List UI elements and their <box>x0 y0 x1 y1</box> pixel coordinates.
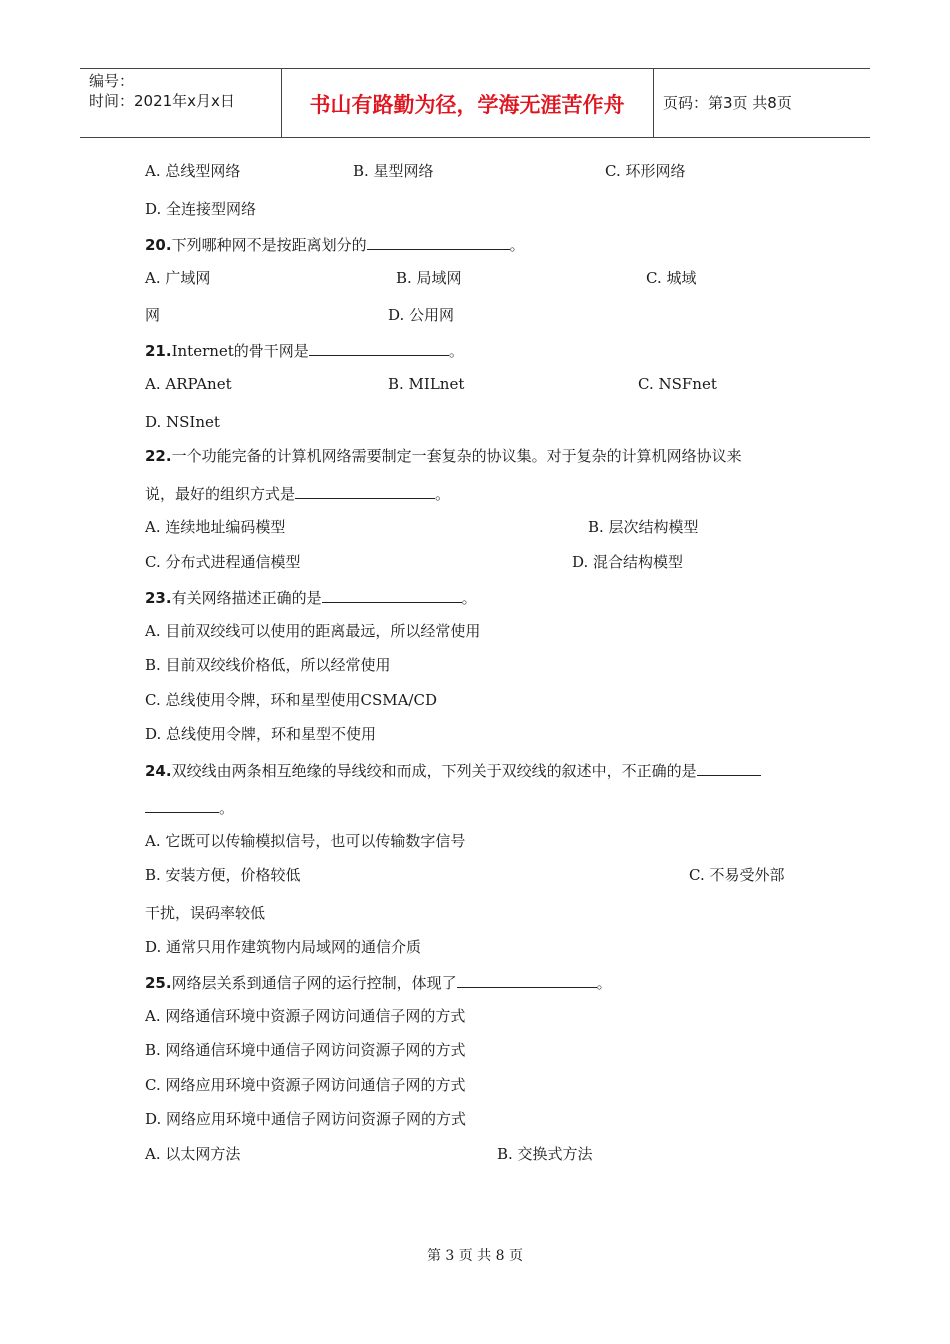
question-text: 一个功能完备的计算机网络需要制定一套复杂的协议集。对于复杂的计算机网络协议来 <box>171 447 742 465</box>
option-b: B. 交换式方法 <box>497 1145 593 1163</box>
answer-blank <box>367 233 510 250</box>
question-end-mark: 。 <box>461 589 477 607</box>
option-c: C. 环形网络 <box>605 162 686 180</box>
option-b: B. 局域网 <box>396 269 462 287</box>
question-text: 双绞线由两条相互绝缘的导线绞和而成，下列关于双绞线的叙述中，不正确的是 <box>171 762 697 780</box>
option-a: A. 网络通信环境中资源子网访问通信子网的方式 <box>145 1007 466 1025</box>
header-page-info: 页码：第3页 共8页 <box>663 94 792 112</box>
header-info-cell <box>80 69 282 137</box>
option-b: B. MILnet <box>388 375 465 393</box>
question-text: 下列哪种网不是按距离划分的 <box>171 236 367 254</box>
question-25 <box>145 971 612 994</box>
option-b: B. 层次结构模型 <box>588 518 699 536</box>
option-c: C. 网络应用环境中资源子网访问通信子网的方式 <box>145 1076 466 1094</box>
option-d: D. 总线使用令牌，环和星型不使用 <box>145 725 377 743</box>
question-number: 22. <box>145 447 172 465</box>
option-a: A. 广域网 <box>145 269 211 287</box>
question-end-mark: 。 <box>435 485 451 503</box>
option-a: A. ARPAnet <box>145 375 232 393</box>
question-24 <box>145 759 761 782</box>
option-c: C. 总线使用令牌，环和星型使用CSMA/CD <box>145 691 437 709</box>
question-20 <box>145 233 525 256</box>
question-number: 20. <box>145 236 172 254</box>
answer-blank <box>457 971 597 988</box>
option-c-continued: 网 <box>145 306 161 324</box>
question-23 <box>145 586 477 609</box>
question-end-mark: 。 <box>219 799 235 817</box>
question-text: 有关网络描述正确的是 <box>171 589 322 607</box>
question-24-continued <box>145 796 234 819</box>
option-a: A. 以太网方法 <box>145 1145 241 1163</box>
option-d: D. 公用网 <box>388 306 455 324</box>
document-number-label: 编号： <box>89 72 135 90</box>
header-motto: 书山有路勤为径，学海无涯苦作舟 <box>309 93 625 117</box>
question-end-mark: 。 <box>509 236 525 254</box>
question-number: 21. <box>145 342 172 360</box>
option-a: A. 它既可以传输模拟信号，也可以传输数字信号 <box>145 832 466 850</box>
option-b: B. 星型网络 <box>353 162 434 180</box>
option-a: A. 目前双绞线可以使用的距离最远，所以经常使用 <box>145 622 481 640</box>
answer-blank <box>295 482 435 499</box>
answer-blank <box>309 339 449 356</box>
question-end-mark: 。 <box>448 342 464 360</box>
option-c: C. NSFnet <box>638 375 717 393</box>
question-end-mark: 。 <box>596 974 612 992</box>
question-22-continued <box>145 482 450 505</box>
answer-blank <box>145 796 219 813</box>
page-footer: 第 3 页 共 8 页 <box>426 1248 524 1264</box>
question-text: 说，最好的组织方式是 <box>145 485 296 503</box>
option-c: C. 分布式进程通信模型 <box>145 553 301 571</box>
page-header <box>80 68 870 138</box>
option-b: B. 目前双绞线价格低，所以经常使用 <box>145 656 391 674</box>
header-page-cell <box>653 69 870 137</box>
header-motto-cell <box>281 69 654 137</box>
answer-blank <box>322 586 462 603</box>
option-d: D. 混合结构模型 <box>572 553 684 571</box>
option-c: C. 不易受外部 <box>689 866 785 884</box>
document-time-label: 时间：2021年x月x日 <box>89 92 235 110</box>
question-text: 网络层关系到通信子网的运行控制，体现了 <box>171 974 457 992</box>
option-d: D. NSInet <box>145 413 220 431</box>
option-c: C. 城域 <box>646 269 697 287</box>
question-22 <box>145 445 742 467</box>
option-b: B. 安装方便，价格较低 <box>145 866 301 884</box>
option-c-continued: 干扰，误码率较低 <box>145 904 266 922</box>
option-d: D. 全连接型网络 <box>145 200 257 218</box>
option-d: D. 网络应用环境中通信子网访问资源子网的方式 <box>145 1110 467 1128</box>
question-number: 25. <box>145 974 172 992</box>
option-d: D. 通常只用作建筑物内局域网的通信介质 <box>145 938 422 956</box>
question-number: 24. <box>145 762 172 780</box>
question-number: 23. <box>145 589 172 607</box>
question-text: Internet的骨干网是 <box>171 342 309 360</box>
question-21 <box>145 339 464 362</box>
option-a: A. 总线型网络 <box>145 162 241 180</box>
answer-blank <box>697 759 761 776</box>
option-b: B. 网络通信环境中通信子网访问资源子网的方式 <box>145 1041 466 1059</box>
option-a: A. 连续地址编码模型 <box>145 518 286 536</box>
